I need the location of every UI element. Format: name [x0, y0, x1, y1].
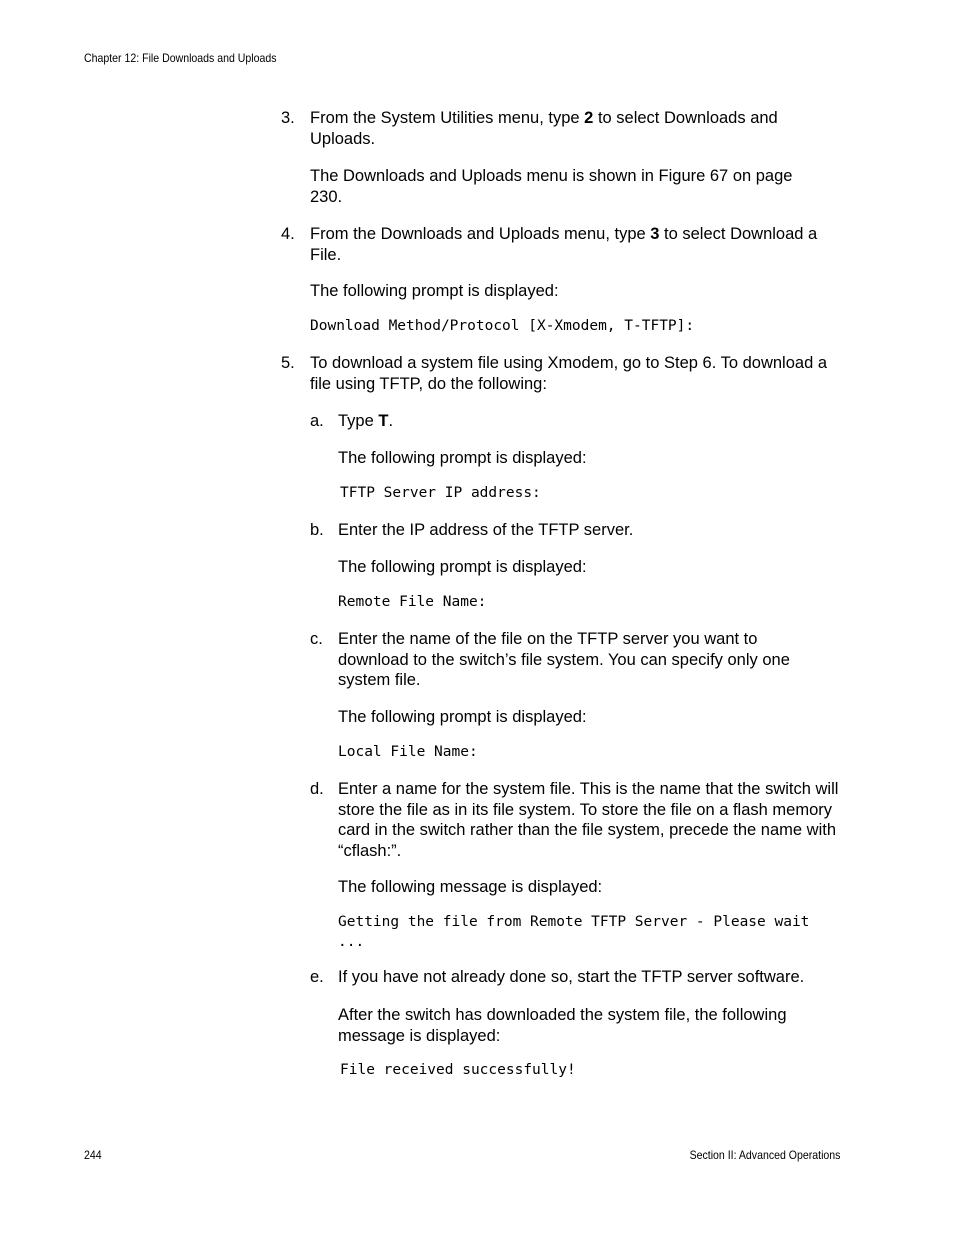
substep-a-prompt-code: TFTP Server IP address: — [340, 485, 541, 501]
substep-d-text: Enter a name for the system file. This is the name that the switch will store the file as in its file system. To store the file on a flash memory card in the switch rather than the file system, precede the name with “cflash:”. — [338, 780, 839, 860]
substep-d-message-code-continued: ... — [338, 934, 365, 950]
step-3-note: The Downloads and Uploads menu is shown in Figure 67 on page 230. — [310, 167, 793, 206]
step-4-prompt-code: Download Method/Protocol [X-Xmodem, T-TFTP]: — [310, 318, 695, 334]
substep-a-key: T — [378, 412, 389, 430]
substep-d-message-code: Getting the file from Remote TFTP Server - Please wait — [338, 914, 810, 930]
section-footer: Section II: Advanced Operations — [689, 1148, 840, 1162]
step-5-number: 5. — [281, 354, 295, 372]
step-3-number: 3. — [281, 109, 295, 127]
substep-b-prompt-code: Remote File Name: — [338, 594, 487, 610]
substep-e-text: If you have not already done so, start the TFTP server software. — [338, 968, 805, 986]
step-4-number: 4. — [281, 225, 295, 243]
step-3-text: From the System Utilities menu, type 2 to select Downloads and Uploads. — [310, 109, 778, 148]
step-4-note: The following prompt is displayed: — [310, 282, 559, 300]
step-4-key: 3 — [650, 225, 660, 243]
substep-e-letter: e. — [310, 968, 324, 986]
step-3-key: 2 — [584, 109, 594, 127]
substep-b-letter: b. — [310, 521, 324, 539]
page-number: 244 — [84, 1148, 102, 1162]
substep-a-text: Type T. — [338, 412, 394, 430]
substep-a-note: The following prompt is displayed: — [338, 449, 587, 467]
substep-c-text: Enter the name of the file on the TFTP server you want to download to the switch’s file system. You can specify only one system file. — [338, 630, 790, 689]
substep-b-note: The following prompt is displayed: — [338, 558, 587, 576]
substep-d-letter: d. — [310, 780, 324, 798]
substep-c-prompt-code: Local File Name: — [338, 744, 478, 760]
substep-b-text: Enter the IP address of the TFTP server. — [338, 521, 634, 539]
step-4-text: From the Downloads and Uploads menu, type 3 to select Download a File. — [310, 225, 818, 264]
substep-e-message-code: File received successfully! — [340, 1062, 576, 1078]
running-header: Chapter 12: File Downloads and Uploads — [84, 51, 277, 65]
substep-c-letter: c. — [310, 630, 323, 648]
substep-e-note: After the switch has downloaded the system file, the following message is displayed: — [338, 1006, 787, 1045]
substep-a-letter: a. — [310, 412, 324, 430]
step-5-text: To download a system file using Xmodem, go to Step 6. To download a file using TFTP, do the following: — [310, 354, 828, 393]
substep-d-note: The following message is displayed: — [338, 878, 603, 896]
substep-c-note: The following prompt is displayed: — [338, 708, 587, 726]
